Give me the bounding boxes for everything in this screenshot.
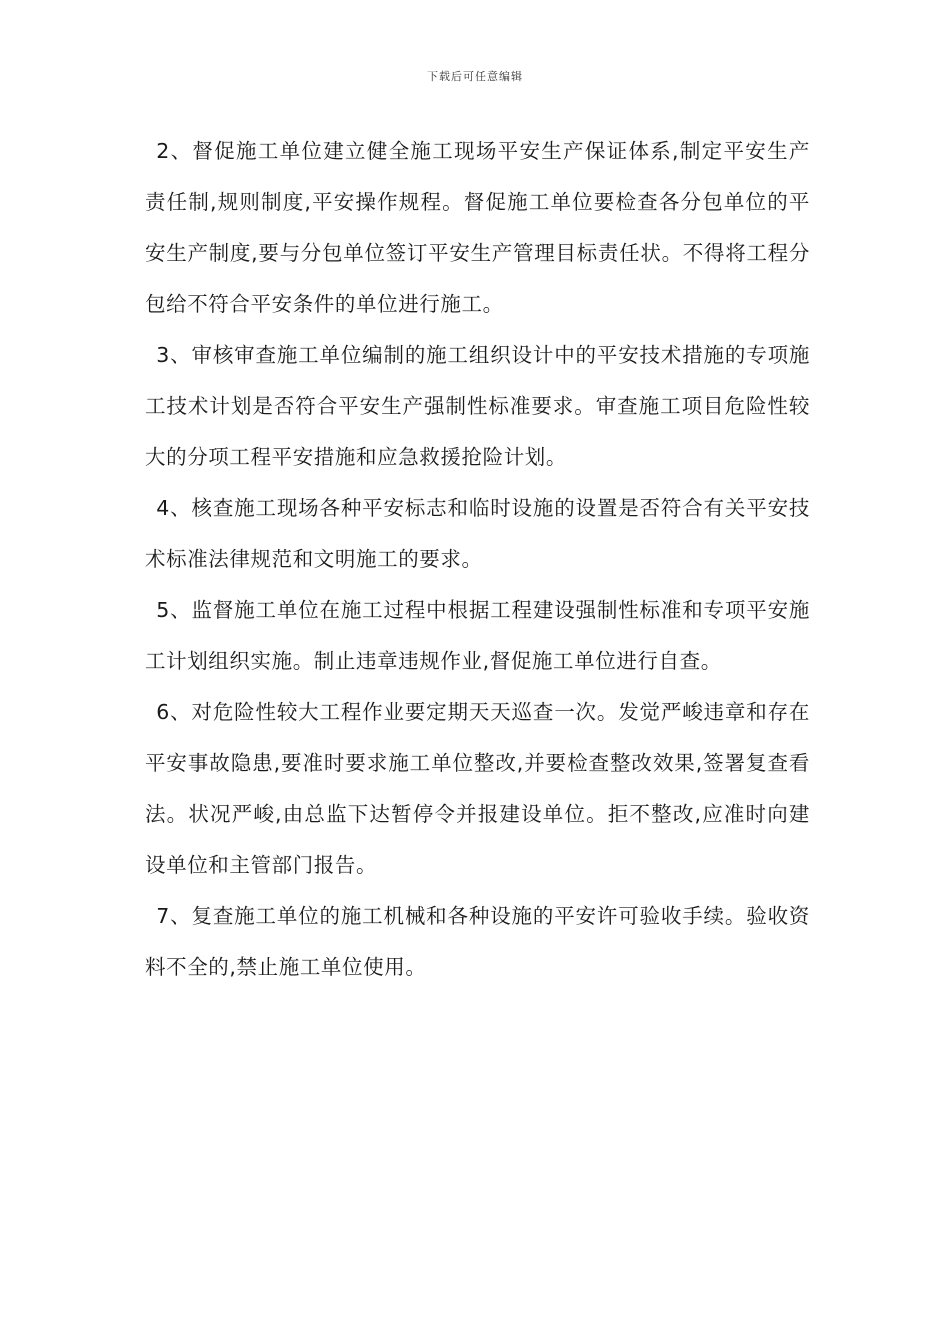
paragraph-item-2: 2、督促施工单位建立健全施工现场平安生产保证体系,制定平安生产责任制,规则制度,平安操作规程。督促施工单位要检查各分包单位的平安生产制度,要与分包单位签订平安生产管理目标责任状。不得将工程分包给不符合平安条件的单位进行施工。 — [145, 139, 810, 316]
paragraph-item-6: 6、对危险性较大工程作业要定期天天巡查一次。发觉严峻违章和存在平安事故隐患,要准时要求施工单位整改,并要检查整改效果,签署复查看法。状况严峻,由总监下达暂停令并报建设单位。拒不整改,应准时向建设单位和主管部门报告。 — [145, 700, 810, 877]
paragraph-item-7: 7、复查施工单位的施工机械和各种设施的平安许可验收手续。验收资料不全的,禁止施工单位使用。 — [145, 904, 810, 979]
paragraph-item-4: 4、核查施工现场各种平安标志和临时设施的设置是否符合有关平安技术标准法律规范和文明施工的要求。 — [145, 496, 810, 571]
paragraph-item-5: 5、监督施工单位在施工过程中根据工程建设强制性标准和专项平安施工计划组织实施。制止违章违规作业,督促施工单位进行自查。 — [145, 598, 810, 673]
document-body — [145, 126, 810, 993]
paragraph-item-3: 3、审核审查施工单位编制的施工组织设计中的平安技术措施的专项施工技术计划是否符合平安生产强制性标准要求。审查施工项目危险性较大的分项工程平安措施和应急救援抢险计划。 — [145, 343, 810, 469]
page-header: 下载后可任意编辑 — [427, 70, 523, 83]
